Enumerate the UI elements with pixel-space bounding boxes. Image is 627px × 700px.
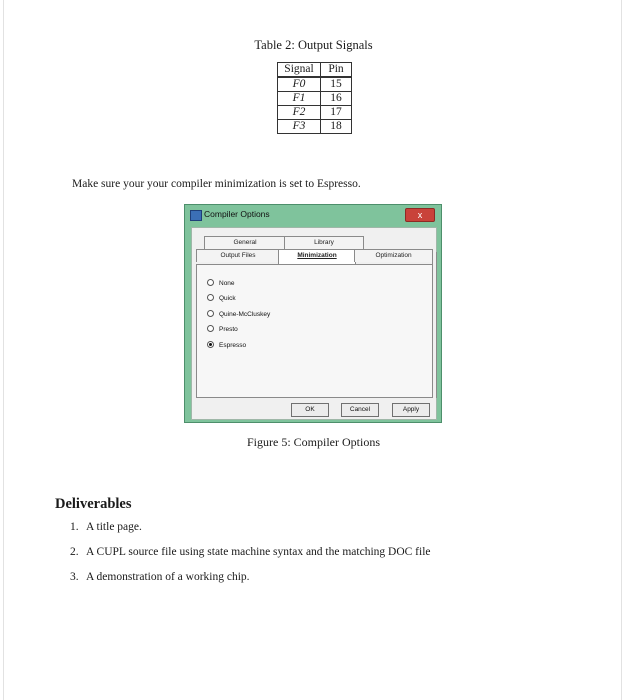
tab-output-files[interactable]: Output Files <box>196 249 280 262</box>
signal-cell: F0 <box>278 77 321 92</box>
output-signals-table <box>277 62 352 134</box>
list-item <box>70 571 250 583</box>
signal-cell: F2 <box>278 106 321 120</box>
radio-none[interactable] <box>207 279 214 286</box>
option-none[interactable] <box>207 279 235 289</box>
list-item <box>70 546 431 558</box>
table-row <box>278 77 352 92</box>
radio-quick[interactable] <box>207 294 214 301</box>
close-button[interactable]: x <box>405 208 435 222</box>
signal-cell: F3 <box>278 120 321 134</box>
option-label: Presto <box>219 326 238 333</box>
option-label: Quine-McCluskey <box>219 311 271 318</box>
table-row <box>278 120 352 134</box>
list-number: 3. <box>70 571 79 583</box>
list-number: 2. <box>70 546 79 558</box>
list-text: A demonstration of a working chip. <box>86 571 250 583</box>
list-number: 1. <box>70 521 79 533</box>
radio-espresso-selected[interactable] <box>207 341 214 348</box>
tab-general[interactable]: General <box>204 236 286 249</box>
option-presto[interactable] <box>207 325 238 335</box>
figure-caption: Figure 5: Compiler Options <box>247 435 380 449</box>
list-text: A title page. <box>86 521 142 533</box>
table-row <box>278 92 352 106</box>
option-quick[interactable] <box>207 294 236 304</box>
table-row <box>278 106 352 120</box>
table-header-row <box>278 63 352 78</box>
compiler-options-dialog <box>184 204 442 423</box>
pin-cell: 15 <box>321 77 352 92</box>
pin-cell: 17 <box>321 106 352 120</box>
list-text: A CUPL source file using state machine syntax and the matching DOC file <box>86 546 431 558</box>
tab-optimization[interactable]: Optimization <box>354 249 433 262</box>
pin-cell: 16 <box>321 92 352 106</box>
deliverables-heading: Deliverables <box>55 496 132 512</box>
column-header-signal: Signal <box>278 63 321 78</box>
tab-library[interactable]: Library <box>284 236 364 249</box>
option-quine-mccluskey[interactable] <box>207 310 270 320</box>
signal-cell: F1 <box>278 92 321 106</box>
option-espresso[interactable] <box>207 341 246 351</box>
radio-quine-mccluskey[interactable] <box>207 310 214 317</box>
dialog-client-area <box>191 227 437 420</box>
minimization-panel <box>196 264 433 398</box>
ok-button[interactable]: OK <box>291 403 329 417</box>
table-caption: Table 2: Output Signals <box>254 38 373 52</box>
column-header-pin: Pin <box>321 63 352 78</box>
option-label: None <box>219 280 235 287</box>
instruction-text: Make sure your your compiler minimization is set to Espresso. <box>72 178 361 190</box>
option-label: Quick <box>219 295 236 302</box>
apply-button[interactable]: Apply <box>392 403 430 417</box>
dialog-titlebar[interactable] <box>185 205 441 225</box>
tab-minimization[interactable]: Minimization <box>278 249 356 265</box>
pin-cell: 18 <box>321 120 352 134</box>
dialog-title: Compiler Options <box>204 209 270 219</box>
option-label: Espresso <box>219 342 247 349</box>
cancel-button[interactable]: Cancel <box>341 403 379 417</box>
list-item <box>70 521 142 533</box>
radio-presto[interactable] <box>207 325 214 332</box>
app-icon <box>190 210 202 221</box>
